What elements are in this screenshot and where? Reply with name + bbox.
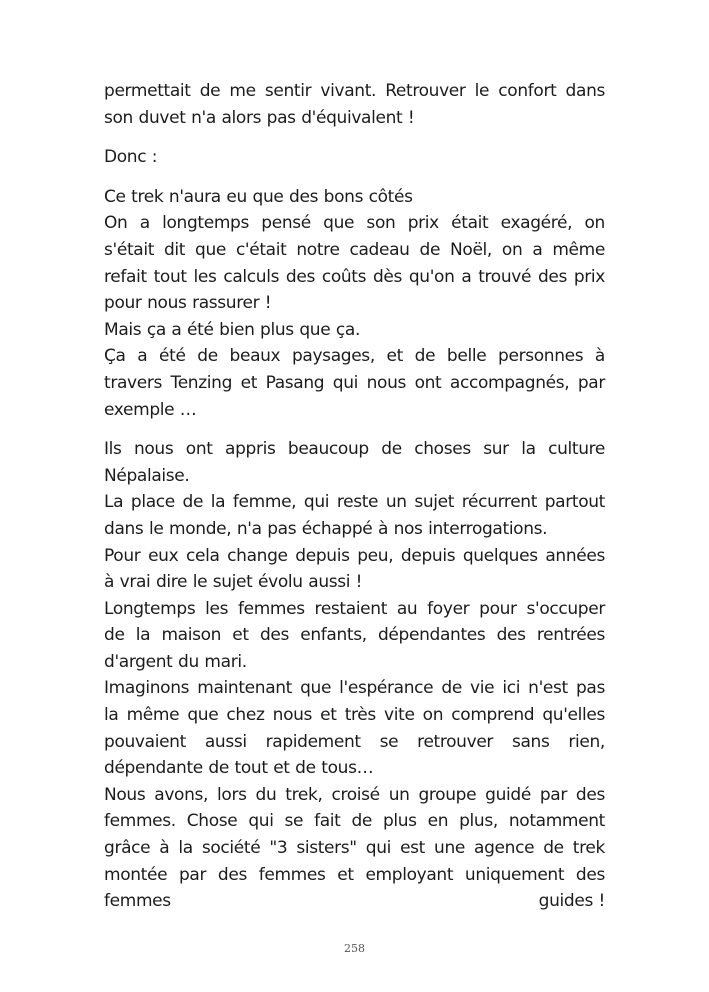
text-line: Ils nous ont appris beaucoup de choses sur la culture xyxy=(104,439,605,460)
text-line: grâce à la société "3 sisters" qui est une agence de trek xyxy=(104,838,605,859)
text-line: On a longtemps pensé que son prix était exagéré, on xyxy=(104,213,605,234)
text-line: Nous avons, lors du trek, croisé un groupe guidé par des xyxy=(104,784,605,805)
text-line: pour nous rassurer ! xyxy=(104,293,272,314)
text-line: à vrai dire le sujet évolu aussi ! xyxy=(104,572,363,593)
text-line: Mais ça a été bien plus que ça. xyxy=(104,319,360,340)
text-line: s'était dit que c'était notre cadeau de Noël, on a même xyxy=(104,239,605,260)
text-line: Ça a été de beaux paysages, et de belle personnes à xyxy=(104,346,605,367)
text-line: Népalaise. xyxy=(104,465,190,486)
paragraph-4 xyxy=(104,436,605,915)
text-line: d'argent du mari. xyxy=(104,651,247,672)
text-line: permettait de me sentir vivant. Retrouver le confort dans xyxy=(104,81,605,101)
text-line: refait tout les calculs des coûts dès qu'on a trouvé des prix xyxy=(104,266,605,287)
text-line: de la maison et des enfants, dépendantes des rentrées xyxy=(104,625,605,646)
text-line: femmes. Chose qui se fait de plus en plus, notamment xyxy=(104,811,605,832)
final-line-left: femmes xyxy=(104,891,171,912)
text-line: Longtemps les femmes restaient au foyer pour s'occuper xyxy=(104,598,605,619)
final-line-right: guides ! xyxy=(538,891,605,912)
paragraph-2 xyxy=(104,144,605,171)
text-line: Ce trek n'aura eu que des bons côtés xyxy=(104,186,413,207)
text-line: Imaginons maintenant que l'espérance de vie ici n'est pas xyxy=(104,678,605,699)
paragraph-3 xyxy=(104,184,605,423)
page-number: 258 xyxy=(344,942,365,955)
paragraph-1 xyxy=(104,78,605,131)
text-line: Pour eux cela change depuis peu, depuis quelques années xyxy=(104,545,605,566)
text-line xyxy=(104,888,605,915)
text-line: pouvaient aussi rapidement se retrouver sans rien, xyxy=(104,731,605,752)
text-line: travers Tenzing et Pasang qui nous ont accompagnés, par xyxy=(104,372,605,393)
page-body xyxy=(104,78,605,928)
text-line: dépendante de tout et de tous… xyxy=(104,758,374,779)
text-line: dans le monde, n'a pas échappé à nos interrogations. xyxy=(104,518,548,539)
text-line: La place de la femme, qui reste un sujet récurrent partout xyxy=(104,492,605,513)
text-line: Donc : xyxy=(104,147,158,168)
text-line: montée par des femmes et employant uniquement des xyxy=(104,864,605,885)
text-line: la même que chez nous et très vite on comprend qu'elles xyxy=(104,705,605,726)
text-line: exemple … xyxy=(104,399,197,420)
text-line: son duvet n'a alors pas d'équivalent ! xyxy=(104,107,415,128)
